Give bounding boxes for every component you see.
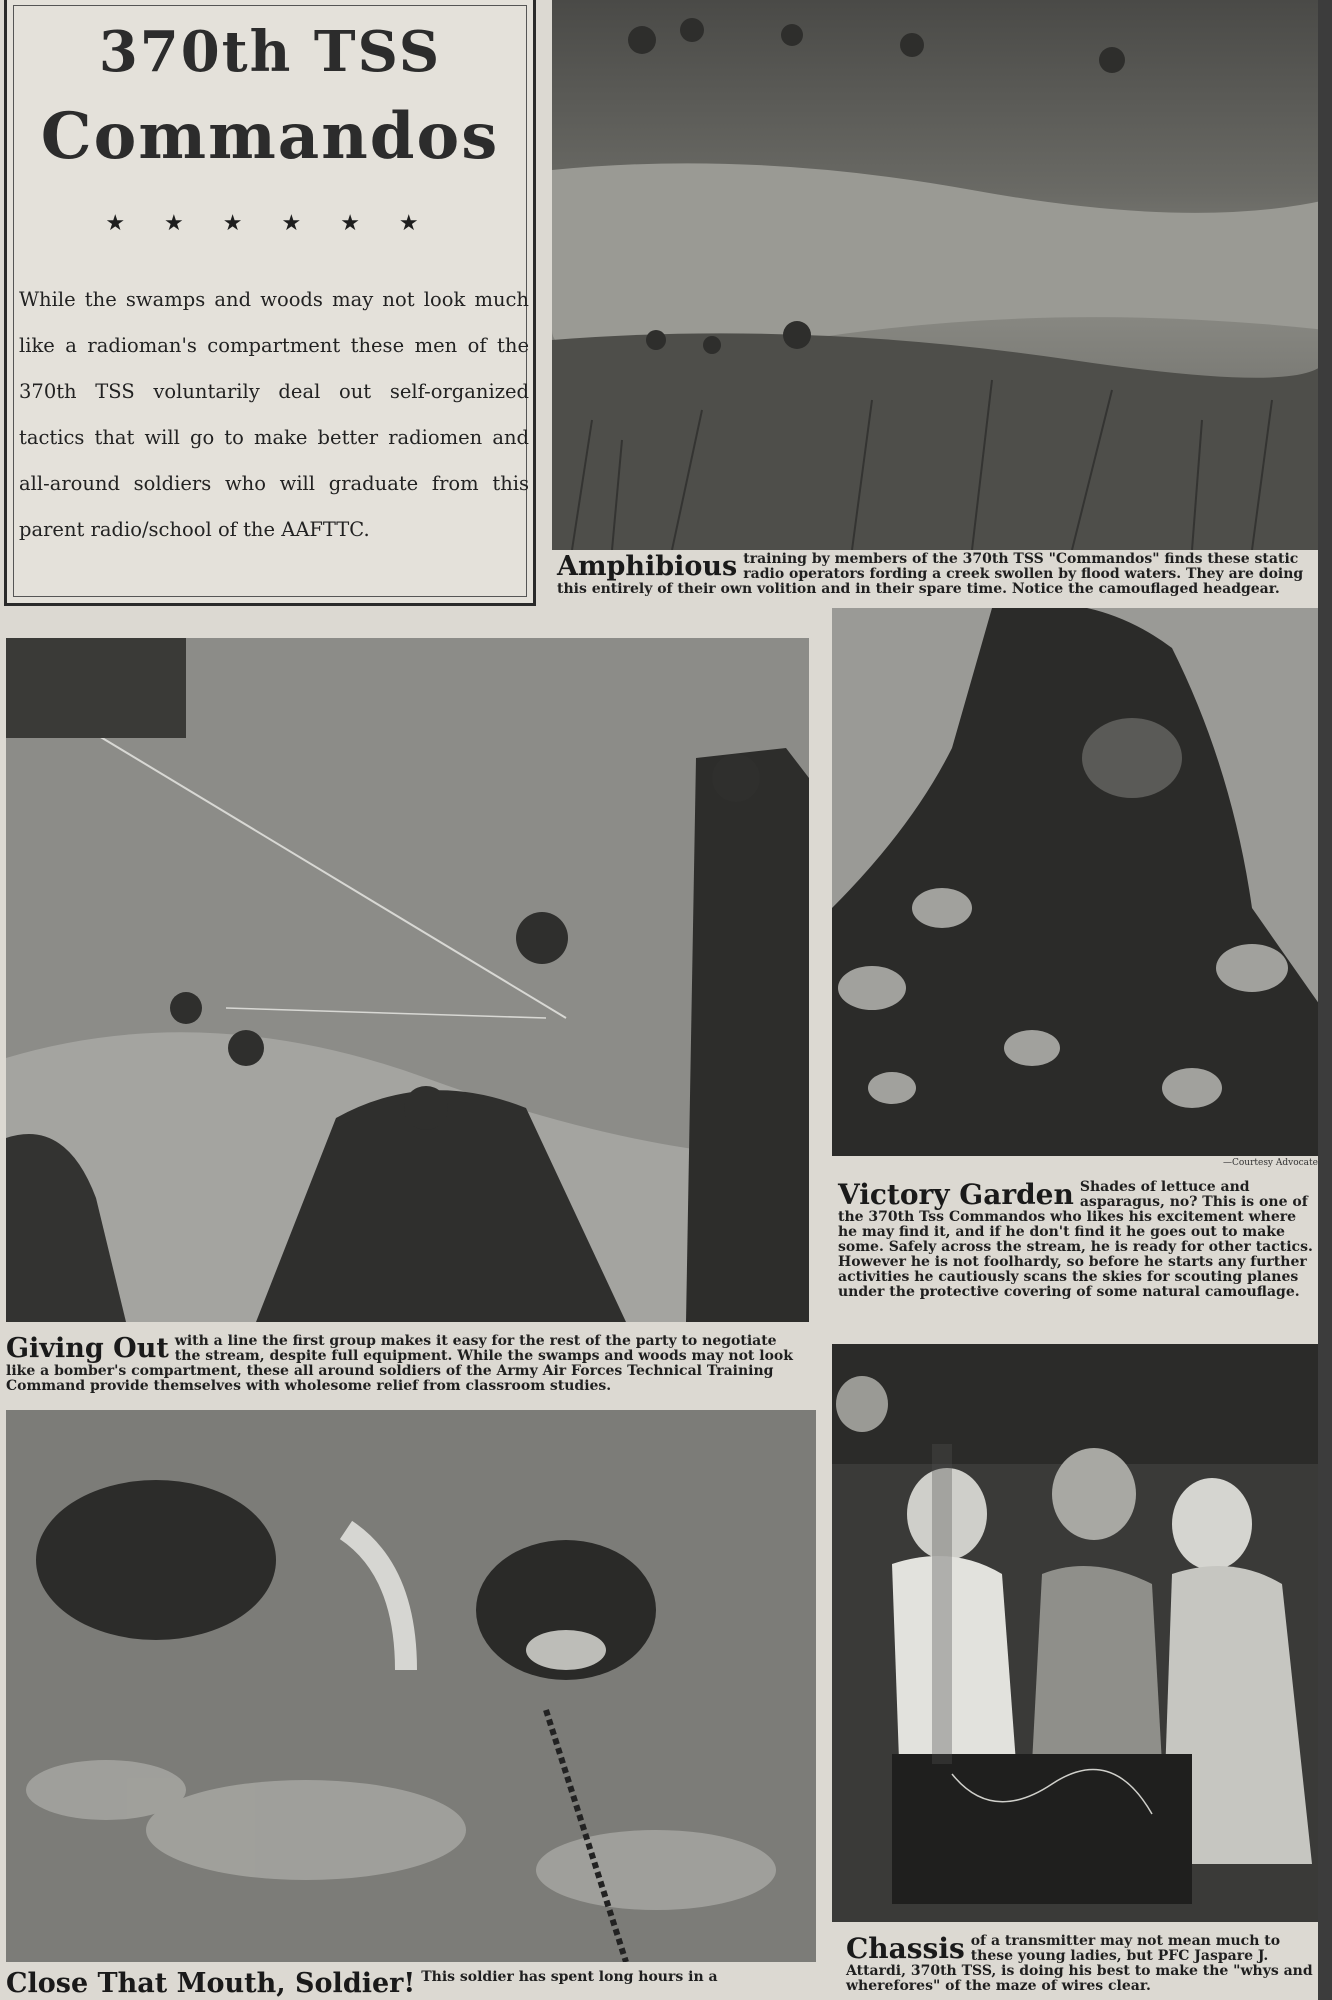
title-line-1: 370th TSS <box>98 19 442 85</box>
heading-chassis: Chassis <box>846 1932 965 1965</box>
photo-amphibious <box>552 0 1326 550</box>
creek-crossing-image <box>552 0 1326 550</box>
photo-victory-garden <box>832 608 1322 1156</box>
photo-chassis <box>832 1344 1322 1922</box>
photo-close-mouth <box>6 1410 816 1962</box>
caption-victory-garden <box>838 1180 1316 1300</box>
caption-close-mouth <box>6 1970 806 1998</box>
star-divider: ★ ★ ★ ★ ★ ★ <box>105 211 435 236</box>
heading-amphibious: Amphibious <box>557 551 738 582</box>
photo-credit: —Courtesy Advocate <box>1222 1158 1318 1168</box>
photo-giving-out <box>6 638 809 1322</box>
page-edge-shadow <box>1318 0 1332 2000</box>
transmitter-image <box>832 1344 1322 1922</box>
heading-close-mouth: Close That Mouth, Soldier! <box>6 1968 416 1999</box>
text-close-mouth: This soldier has spent long hours in a <box>421 1969 718 1985</box>
text-victory-garden: Shades of lettuce and asparagus, no? This is one of the 370th Tss Commandos who likes his excitement where he may find it, and if he don't find it he goes out to make some. Safely across the stream, he is ready for other tactics. However he is not foolhardy, so before he starts any further activities he cautiously scans the skies for scouting planes under the protective covering of some natural camouflage. <box>838 1179 1313 1300</box>
swimmer-image <box>6 1410 816 1962</box>
heading-giving-out: Giving Out <box>6 1333 169 1364</box>
text-giving-out: with a line the first group makes it easy for the rest of the party to negotiate the stream, despite full equipment. While the swamps and woods may not look like a bomber's compartment, these all around soldiers of the Army Air Forces Technical Training Command provide themselves with wholesome relief from classroom studies. <box>6 1333 793 1394</box>
caption-amphibious <box>557 552 1317 597</box>
rope-line-image <box>6 638 809 1322</box>
intro-text: While the swamps and woods may not look much like a radioman's compartment these men of the 370th TSS voluntarily deal out self-organized tactics that will go to make better radiomen and all-around soldiers who will graduate from this parent radio/school of the AAFTTC. <box>19 288 529 541</box>
text-amphibious: training by members of the 370th TSS "Commandos" finds these static radio operators fording a creek swollen by flood waters. They are doing this entirely of their own volition and in their spare time. Notice the camouflaged headgear. <box>557 551 1304 597</box>
title-line-2: Commandos <box>40 99 500 174</box>
heading-victory-garden: Victory Garden <box>838 1178 1074 1211</box>
camouflage-image <box>832 608 1322 1156</box>
title-box <box>4 0 536 606</box>
caption-giving-out <box>6 1334 801 1394</box>
text-chassis: of a transmitter may not mean much to these young ladies, but PFC Jaspare J. Attardi, 370th TSS, is doing his best to make the "whys and wherefores" of the maze of wires clear. <box>846 1933 1313 1994</box>
caption-chassis <box>846 1934 1316 1994</box>
